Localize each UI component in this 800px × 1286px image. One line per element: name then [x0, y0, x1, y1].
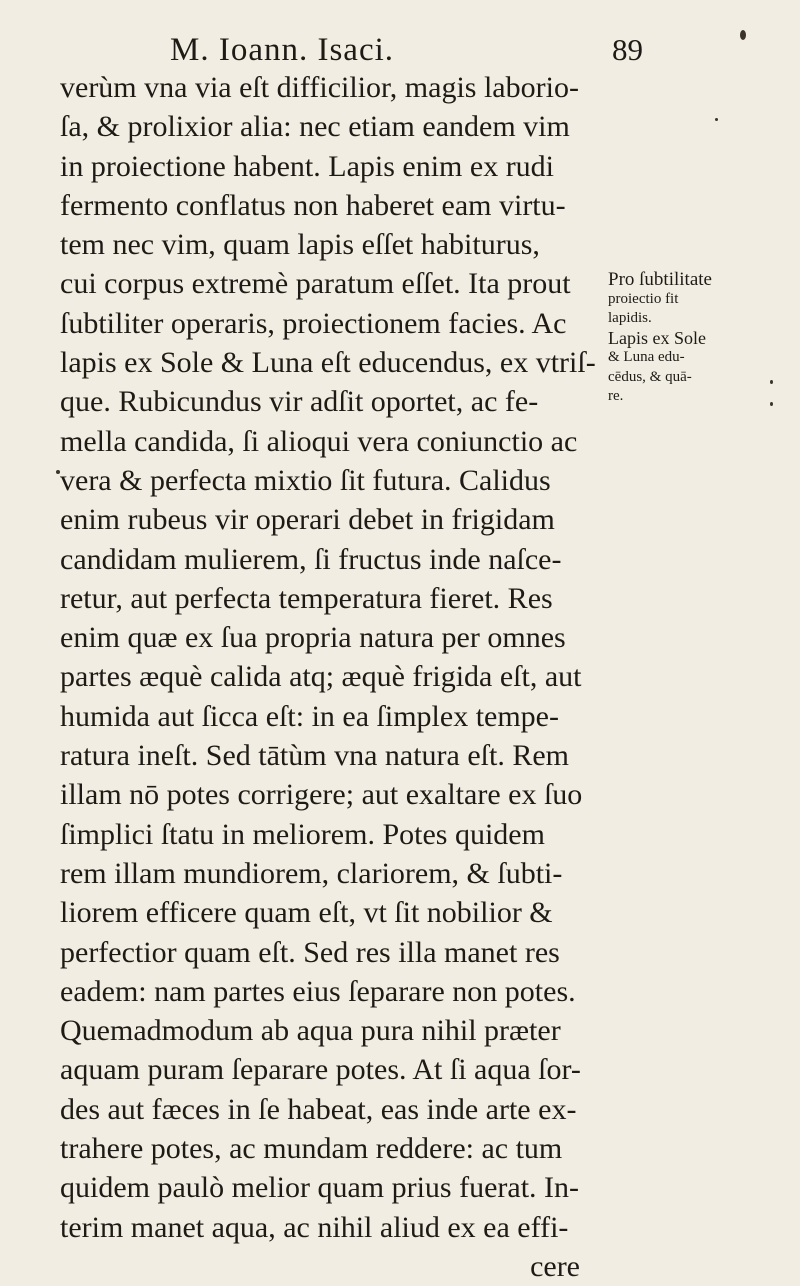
text-line: tem nec vim, quam lapis eſſet habiturus, [60, 228, 540, 262]
text-line: enim quæ ex ſua propria natura per omnes [60, 621, 566, 655]
ink-speck [770, 402, 773, 406]
marginal-note [608, 270, 738, 407]
text-line: fermento conflatus non haberet eam virtu- [60, 188, 566, 222]
text-line: quidem paulò melior quam prius fuerat. In- [60, 1171, 580, 1205]
text-line: liorem efficere quam eſt, vt ſit nobilior & [60, 896, 553, 930]
text-line: ratura ineſt. Sed tātùm vna natura eſt. Rem [60, 739, 570, 773]
text-line: cui corpus extremè paratum eſſet. Ita prout [60, 267, 571, 301]
text-line: trahere potes, ac mundam reddere: ac tum [60, 1132, 563, 1166]
body-text [60, 68, 600, 1286]
text-line: eadem: nam partes eius ſeparare non potes. [60, 974, 576, 1008]
text-line: ſimplici ſtatu in meliorem. Potes quidem [60, 817, 545, 851]
ink-speck [740, 30, 746, 40]
text-line: enim rubeus vir operari debet in frigidam [60, 503, 555, 537]
text-line: ſubtiliter operaris, proiectionem facies. Ac [60, 306, 567, 340]
text-line: des aut fæces in ſe habeat, eas inde arte ex- [60, 1092, 577, 1126]
text-line: vera & perfecta mixtio ſit futura. Calidus [60, 463, 551, 497]
text-line: lapis ex Sole & Luna eſt educendus, ex vtriſ- [60, 346, 596, 380]
text-line: verùm vna via eſt difficilior, magis laborio- [60, 71, 579, 104]
marginal-note-line: re. [608, 388, 624, 404]
marginal-note-line: cēdus, & quā- [608, 368, 692, 385]
text-line: que. Rubicundus vir adſit oportet, ac fe- [60, 385, 539, 419]
text-line: candidam mulierem, ſi fructus inde naſce- [60, 542, 562, 576]
text-line: aquam puram ſeparare potes. At ſi aqua ſor- [60, 1053, 581, 1087]
text-line: perfectior quam eſt. Sed res illa manet res [60, 935, 560, 969]
marginal-note-line: & Luna edu- [608, 349, 685, 365]
page-header [0, 20, 800, 70]
marginal-note-line: Lapis ex Sole [608, 327, 706, 348]
text-line: illam nō potes corrigere; aut exaltare ex ſuo [60, 778, 583, 812]
marginal-note-line: Pro ſubtilitate [608, 269, 712, 290]
text-line: in proiectione habent. Lapis enim ex rudi [60, 149, 555, 183]
marginal-note-line: lapidis. [608, 310, 652, 326]
text-line: humida aut ſicca eſt: in ea ſimplex tempe- [60, 699, 559, 733]
running-head: M. Ioann. Isaci. [170, 32, 395, 68]
text-line: mella candida, ſi alioqui vera coniunctio ac [60, 424, 578, 458]
catchword: cere [530, 1249, 580, 1283]
marginal-note-line: proiectio fit [608, 290, 679, 307]
text-line: partes æquè calida atq; æquè frigida eſt, aut [60, 660, 582, 694]
ink-speck [770, 380, 773, 384]
ink-speck [715, 118, 718, 121]
text-line: terim manet aqua, ac nihil aliud ex ea effi- [60, 1210, 569, 1244]
text-line: rem illam mundiorem, clariorem, & ſubti- [60, 856, 563, 890]
text-line: ſa, & prolixior alia: nec etiam eandem vim [60, 110, 570, 144]
ink-speck [56, 470, 60, 474]
text-line: retur, aut perfecta temperatura fieret. Res [60, 581, 553, 615]
page-number: 89 [612, 32, 643, 67]
text-line: Quemadmodum ab aqua pura nihil præter [60, 1014, 561, 1048]
